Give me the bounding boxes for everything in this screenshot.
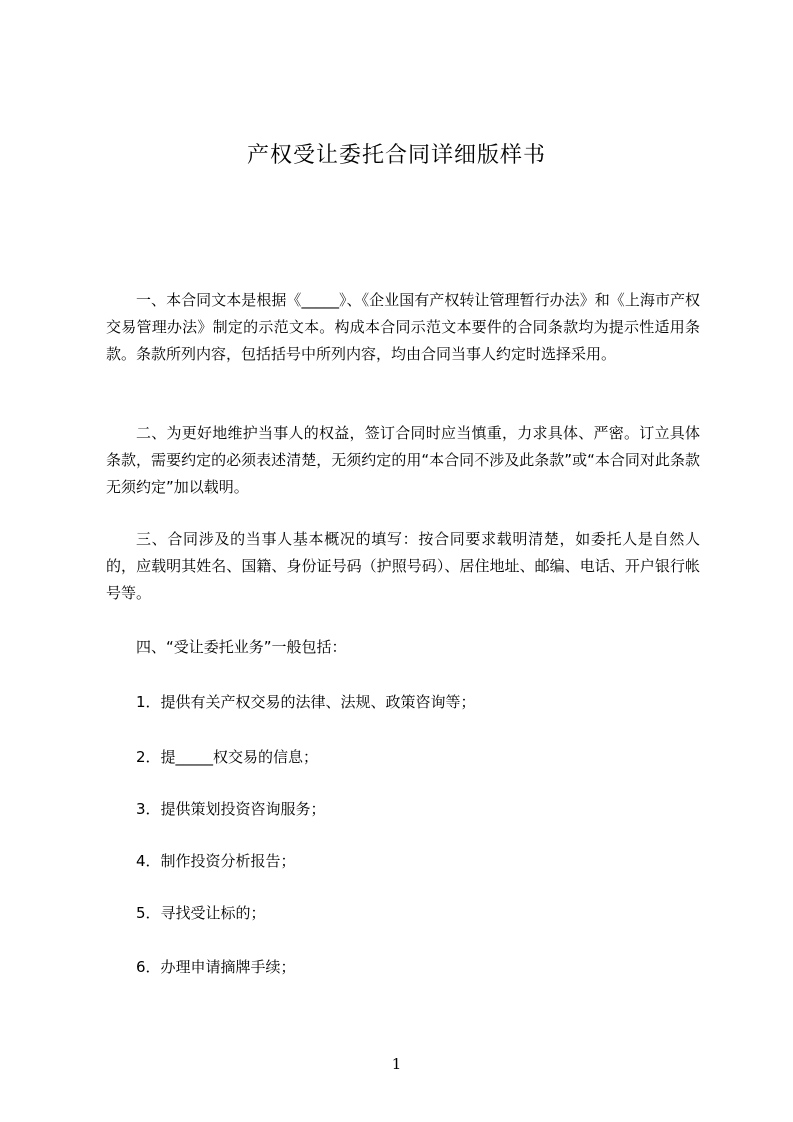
section-four-heading: 四、“受让委托业务”一般包括： [136,638,347,656]
paragraph-clause-two: 二、为更好地维护当事人的权益，签订合同时应当慎重，力求具体、严密。订立具体条款，需要约定的必须表述清楚，无须约定的用“本合同不涉及此条款”或“本合同对此条款无须约定”加以载明。 [106,424,700,496]
paragraph-clause-three: 三、合同涉及的当事人基本概况的填写：按合同要求载明清楚，如委托人是自然人的，应载明其姓名、国籍、身份证号码（护照号码）、居住地址、邮编、电话、开户银行帐号等。 [106,530,700,602]
list-item-3: 3．提供策划投资咨询服务； [136,800,326,818]
paragraph-clause-one: 一、本合同文本是根据《_____》、《企业国有产权转让管理暂行办法》和《上海市产权交易管理办法》制定的示范文本。构成本合同示范文本要件的合同条款均为提示性适用条款。条款所列内容，包括括号中所列内容，均由合同当事人约定时选择采用。 [106,291,700,363]
list-item-4: 4．制作投资分析报告； [136,852,296,870]
page-number: 1 [391,1055,402,1073]
list-item-2: 2．提_____权交易的信息； [136,748,319,766]
document-title: 产权受让委托合同详细版样书 [246,143,546,168]
list-item-6: 6．办理申请摘牌手续； [136,958,296,976]
list-item-1: 1．提供有关产权交易的法律、法规、政策咨询等； [136,693,476,711]
list-item-5: 5．寻找受让标的； [136,904,266,922]
